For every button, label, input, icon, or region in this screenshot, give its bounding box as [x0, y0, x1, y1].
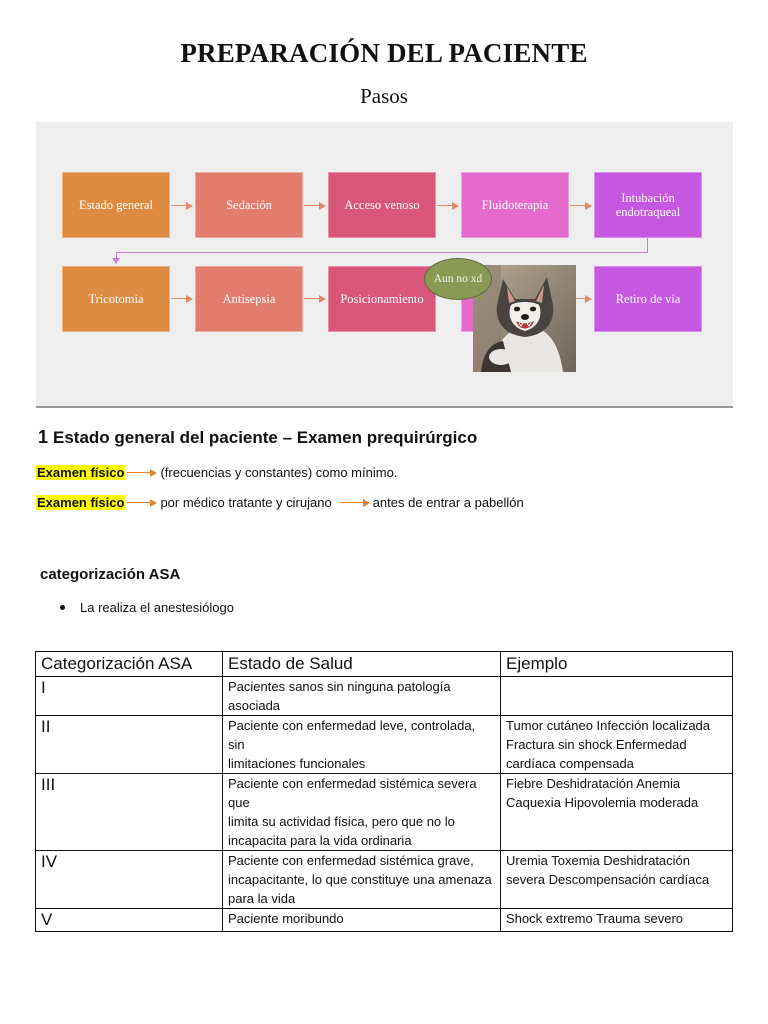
- flow-connector: [116, 252, 648, 253]
- flow-step-fluidoterapia: Fluidoterapia: [461, 172, 569, 238]
- flow-arrow: [304, 294, 326, 304]
- health-state: Paciente con enfermedad sistémica grave, incapacitante, lo que constituye una amenaza para la vida: [223, 851, 501, 909]
- flow-step-intubacion: Intubación endotraqueal: [594, 172, 702, 238]
- health-state: Paciente moribundo: [223, 909, 501, 932]
- example: Fiebre Deshidratación Anemia Caquexia Hipovolemia moderada: [501, 774, 733, 851]
- flow-step-sedacion: Sedación: [195, 172, 303, 238]
- arrow-icon: [340, 498, 370, 508]
- list-item: La realiza el anestesiólogo: [60, 600, 234, 615]
- column-header: Ejemplo: [501, 652, 733, 677]
- table-row: [36, 716, 733, 774]
- example: Uremia Toxemia Deshidratación severa Descompensación cardíaca: [501, 851, 733, 909]
- flow-arrow: [171, 201, 193, 211]
- section-heading-text: Estado general del paciente – Examen prequirúrgico: [53, 428, 478, 447]
- table-row: [36, 909, 733, 932]
- example: Tumor cutáneo Infección localizada Fractura sin shock Enfermedad cardíaca compensada: [501, 716, 733, 774]
- flow-step-tricotomia: Tricotomía: [62, 266, 170, 332]
- table-row: [36, 774, 733, 851]
- column-header: Estado de Salud: [223, 652, 501, 677]
- page-title: PREPARACIÓN DEL PACIENTE: [180, 38, 588, 68]
- exam-line-text: antes de entrar a pabellón: [372, 495, 524, 510]
- asa-bullet-list: [60, 600, 234, 615]
- flow-connector-head: [112, 258, 120, 264]
- exam-line-1: [36, 465, 397, 480]
- health-state: Paciente con enfermedad leve, controlada, sin limitaciones funcionales: [223, 716, 501, 774]
- table-row: [36, 677, 733, 716]
- flow-step-acceso-venoso: Acceso venoso: [328, 172, 436, 238]
- exam-line-text: (frecuencias y constantes) como mínimo.: [160, 465, 398, 480]
- section-number: 1: [38, 427, 49, 447]
- health-state: Pacientes sanos sin ninguna patología asociada: [223, 677, 501, 716]
- asa-category: I: [36, 677, 223, 716]
- flow-step-estado-general: Estado general: [62, 172, 170, 238]
- flow-arrow: [570, 201, 592, 211]
- asa-category: V: [36, 909, 223, 932]
- exam-line-text: por médico tratante y cirujano: [160, 495, 332, 510]
- column-header: Categorización ASA: [36, 652, 223, 677]
- table-header-row: [36, 652, 733, 677]
- flow-step-posicionamiento: Posicionamiento: [328, 266, 436, 332]
- asa-table: [35, 651, 733, 932]
- flow-diagram-panel: [36, 122, 733, 408]
- exam-line-2: [36, 495, 524, 510]
- table-row: [36, 851, 733, 909]
- flow-arrow: [304, 201, 326, 211]
- health-state: Paciente con enfermedad sistémica severa que limita su actividad física, pero que no lo incapacita para la vida ordinaria: [223, 774, 501, 851]
- flow-arrow: [171, 294, 193, 304]
- section-heading: [38, 427, 477, 448]
- arrow-icon: [127, 468, 157, 478]
- speech-bubble: Aun no xd: [424, 258, 492, 300]
- asa-category: III: [36, 774, 223, 851]
- asa-category: II: [36, 716, 223, 774]
- example: [501, 677, 733, 716]
- asa-heading: categorización ASA: [40, 566, 181, 583]
- asa-category: IV: [36, 851, 223, 909]
- highlighted-label: Examen físico: [37, 495, 125, 510]
- flow-connector: [647, 238, 648, 252]
- arrow-icon: [127, 498, 157, 508]
- flow-arrow: [437, 201, 459, 211]
- flow-step-retiro-de-via: Retiro de vía: [594, 266, 702, 332]
- example: Shock extremo Trauma severo: [501, 909, 733, 932]
- highlighted-label: Examen físico: [37, 465, 125, 480]
- page-subtitle: Pasos: [360, 84, 408, 108]
- flow-step-antisepsia: Antisepsia: [195, 266, 303, 332]
